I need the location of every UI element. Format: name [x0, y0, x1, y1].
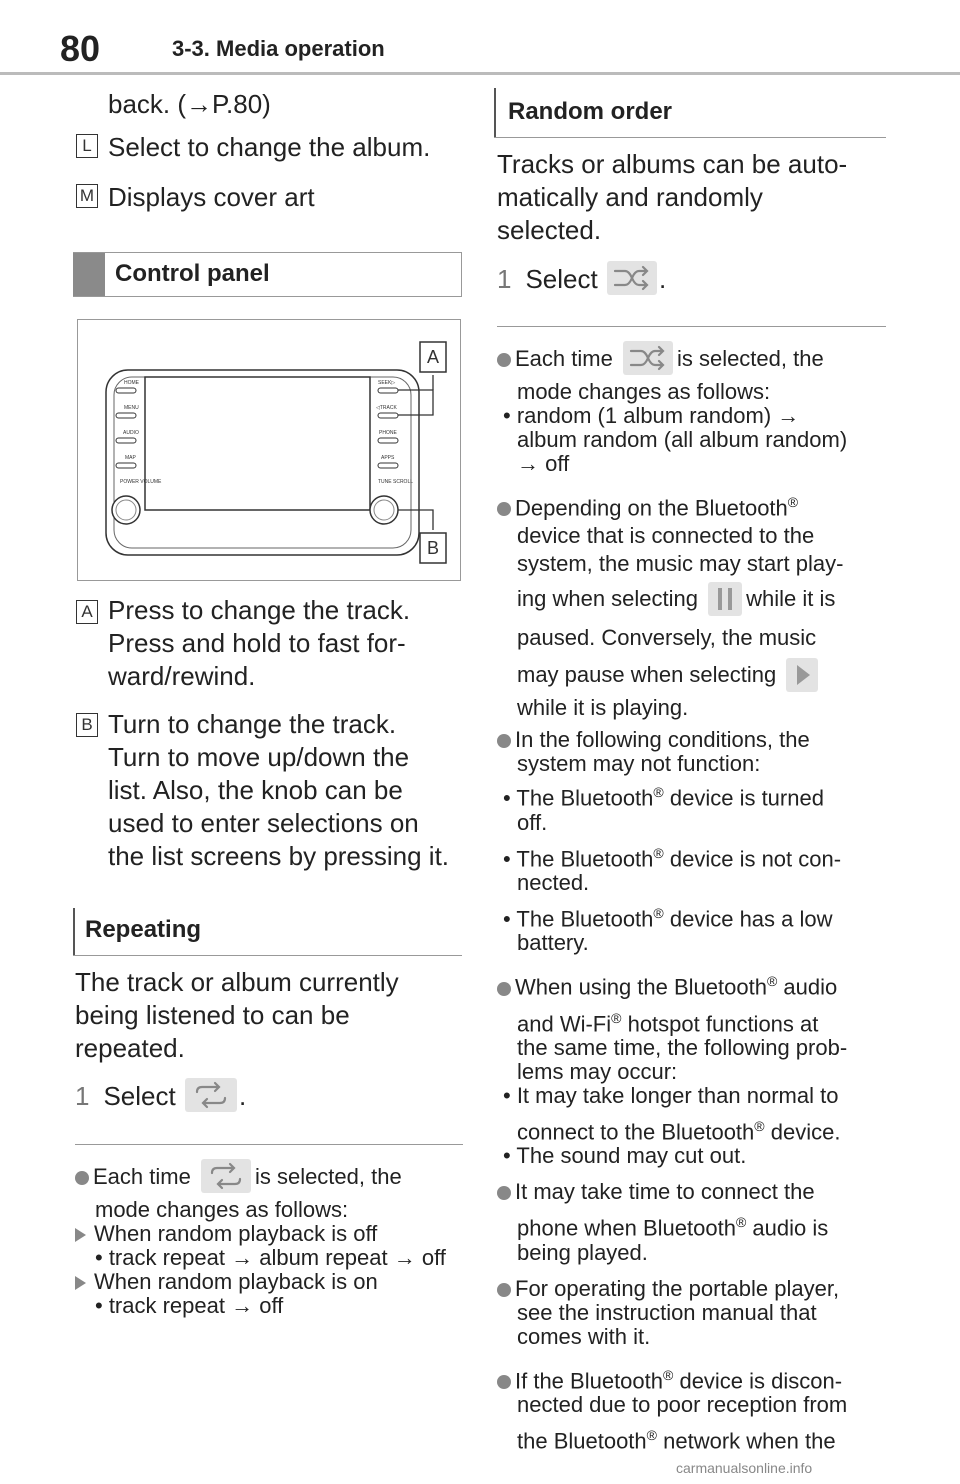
label-track: ◁TRACK — [376, 405, 397, 411]
control-panel-figure — [77, 319, 461, 581]
badge-a: A — [76, 600, 98, 624]
random-body: Tracks or albums can be auto- matically and randomly selected. — [497, 149, 848, 245]
item-l-text: Select to change the album. — [108, 132, 431, 162]
touch-screen — [145, 377, 370, 510]
repeat-icon — [185, 1078, 237, 1112]
pause-icon — [708, 582, 742, 616]
note-divider-left — [75, 1144, 463, 1145]
shuffle-icon — [623, 341, 673, 375]
watermark: carmanualsonline.info — [676, 1460, 813, 1476]
repeating-body: The track or album currently being listened to can be repeated. — [75, 967, 399, 1063]
label-tune-scroll: TUNE SCROLL — [378, 479, 414, 485]
subsection-arrow — [75, 1228, 86, 1242]
repeating-heading — [73, 908, 462, 956]
random-order-heading — [494, 88, 886, 138]
callout-a: A — [427, 347, 440, 367]
label-home: HOME — [124, 380, 139, 386]
heading-bar — [73, 253, 105, 296]
back-reference: back. (→P.80) — [108, 89, 271, 119]
random-notes: Each time is selected, the mode changes as follows: • random (1 album random) → album random (all album random) → off Depending on the Bluetooth® device that is connected to the system, the music may start play- ing when selecting while it is paused. Conversely, the music may pause when selecting while it is playing. In the following conditions, the system may not function: • The Bluetooth® device is turned off. • The Bluetooth® device is not con- nected. • The Bluetooth® device has a low battery. When using the Bluetooth® audio and Wi-Fi® hotspot functions at the same time, the following prob- lems may occur: • It may take longer than normal to connect to the Bluetooth® device. • The sound may cut out. It may take time to connect the phone when Bluetooth® audio is being played. For operating the portable player, see the instruction manual that comes with it. If the Bluetooth® device is discon- nected due to poor reception from the Bluetooth® network when the — [497, 342, 897, 1453]
label-map: MAP — [125, 455, 136, 461]
badge-l: L — [76, 134, 98, 158]
repeat-step: 1 Select . — [75, 1080, 246, 1115]
step-number: 1 — [497, 264, 512, 294]
item-b-text: Turn to change the track. Turn to move up/down the list. Also, the knob can be used to enter selections on the list screens by pressing it. — [108, 709, 450, 871]
repeat-note: Each time is selected, the mode changes as follows: When random playback is off • track repeat → album repeat → off When random playback is on • track repeat → off — [75, 1160, 470, 1318]
label-power-volume: POWER VOLUME — [120, 479, 162, 485]
label-audio: AUDIO — [123, 430, 139, 436]
badge-b: B — [76, 713, 98, 737]
note-divider-right — [497, 326, 886, 327]
shuffle-icon — [607, 261, 657, 295]
bullet-dot — [75, 1171, 89, 1185]
play-icon — [786, 658, 818, 692]
badge-m: M — [76, 184, 98, 208]
repeating-heading-text: Repeating — [85, 916, 202, 943]
random-order-heading-text: Random order — [508, 98, 673, 125]
random-step: 1 Select . — [497, 263, 666, 298]
label-seek: SEEK▷ — [378, 380, 396, 386]
step-number: 1 — [75, 1081, 90, 1111]
header-rule — [0, 72, 960, 75]
section-title: 3-3. Media operation — [172, 36, 385, 61]
callout-b: B — [427, 538, 440, 558]
label-apps: APPS — [381, 455, 395, 461]
label-menu: MENU — [124, 405, 139, 411]
repeat-icon — [201, 1159, 251, 1193]
item-m-text: Displays cover art — [108, 182, 315, 212]
subsection-arrow — [75, 1276, 86, 1290]
label-phone: PHONE — [379, 430, 397, 436]
item-a-text: Press to change the track. Press and hold to fast for- ward/rewind. — [108, 595, 411, 691]
control-panel-heading-text: Control panel — [115, 260, 270, 287]
page-number: 80 — [60, 28, 101, 69]
control-panel-heading — [73, 252, 462, 297]
head-unit-illustration — [78, 320, 462, 582]
